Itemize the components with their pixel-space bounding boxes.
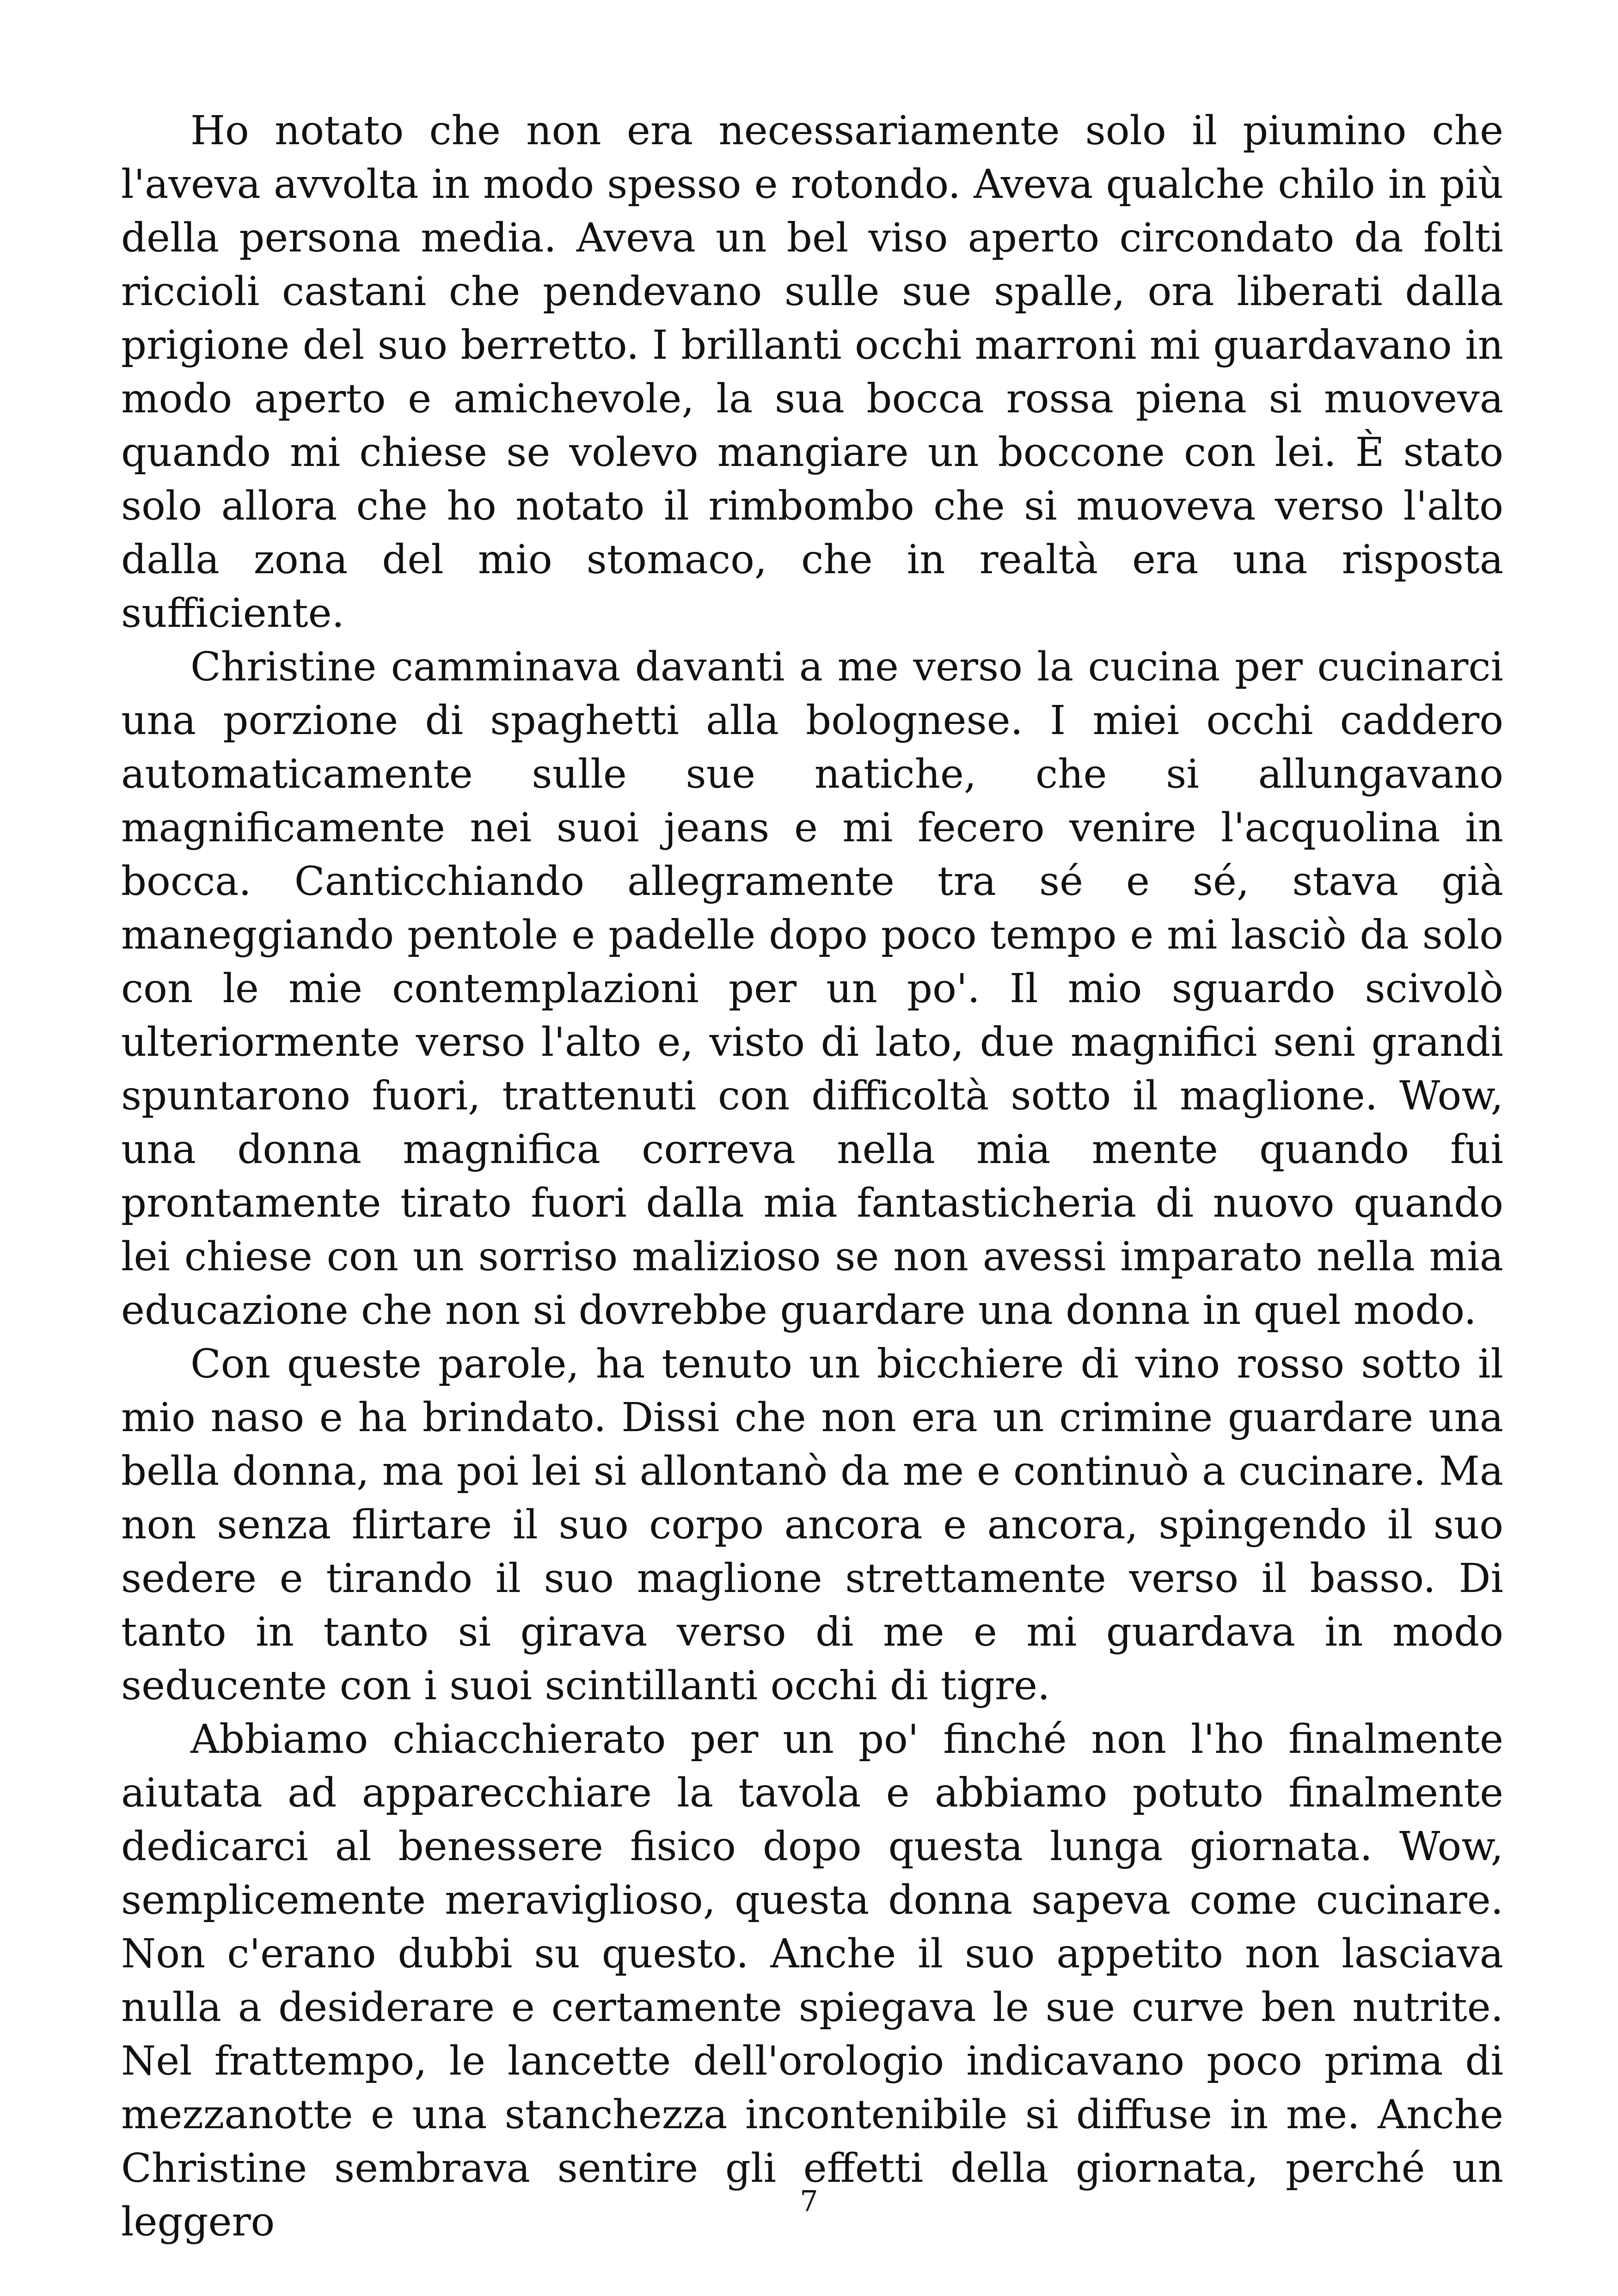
paragraph-4: Abbiamo chiacchierato per un po' finché non l'ho finalmente aiutata ad apparecchiare la tavola e abbiamo potuto finalmente dedicarci al benessere fisico dopo questa lunga giornata. Wow, semplicemente meraviglioso, questa donna sapeva come cucinare. Non c'erano dubbi su questo. Anche il suo appetito non lasciava nulla a desiderare e certamente spiegava le sue curve ben nutrite. Nel frattempo, le lancette dell'orologio indicavano poco prima di mezzanotte e una stanchezza incontenibile si diffuse in me. Anche Christine sembrava sentire gli effetti della giornata, perché un leggero	[121, 1716, 1503, 2245]
paragraph-1: Ho notato che non era necessariamente solo il piumino che l'aveva avvolta in modo spesso e rotondo. Aveva qualche chilo in più della persona media. Aveva un bel viso aperto circondato da folti riccioli castani che pendevano sulle sue spalle, ora liberati dalla prigione del suo berretto. I brillanti occhi marroni mi guardavano in modo aperto e amichevole, la sua bocca rossa piena si muoveva quando mi chiese se volevo mangiare un boccone con lei. È stato solo allora che ho notato il rimbombo che si muoveva verso l'alto dalla zona del mio stomaco, che in realtà era una risposta sufficiente.	[121, 108, 1503, 637]
paragraph-2: Christine camminava davanti a me verso la cucina per cucinarci una porzione di spaghetti alla bolognese. I miei occhi caddero automaticamente sulle sue natiche, che si allungavano magnificamente nei suoi jeans e mi fecero venire l'acquolina in bocca. Canticchiando allegramente tra sé e sé, stava già maneggiando pentole e padelle dopo poco tempo e mi lasciò da solo con le mie contemplazioni per un po'. Il mio sguardo scivolò ulteriormente verso l'alto e, visto di lato, due magnifici seni grandi spuntarono fuori, trattenuti con difficoltà sotto il maglione. Wow, una donna magnifica correva nella mia mente quando fui prontamente tirato fuori dalla mia fantasticheria di nuovo quando lei chiese con un sorriso malizioso se non avessi imparato nella mia educazione che non si dovrebbe guardare una donna in quel modo.	[121, 644, 1503, 1334]
paragraph-3: Con queste parole, ha tenuto un bicchiere di vino rosso sotto il mio naso e ha brindato. Dissi che non era un crimine guardare una bella donna, ma poi lei si allontanò da me e continuò a cucinare. Ma non senza flirtare il suo corpo ancora e ancora, spingendo il suo sedere e tirando il suo maglione strettamente verso il basso. Di tanto in tanto si girava verso di me e mi guardava in modo seducente con i suoi scintillanti occhi di tigre.	[121, 1341, 1503, 1709]
page-number: 7	[800, 2184, 818, 2218]
body-text	[121, 104, 1503, 2249]
